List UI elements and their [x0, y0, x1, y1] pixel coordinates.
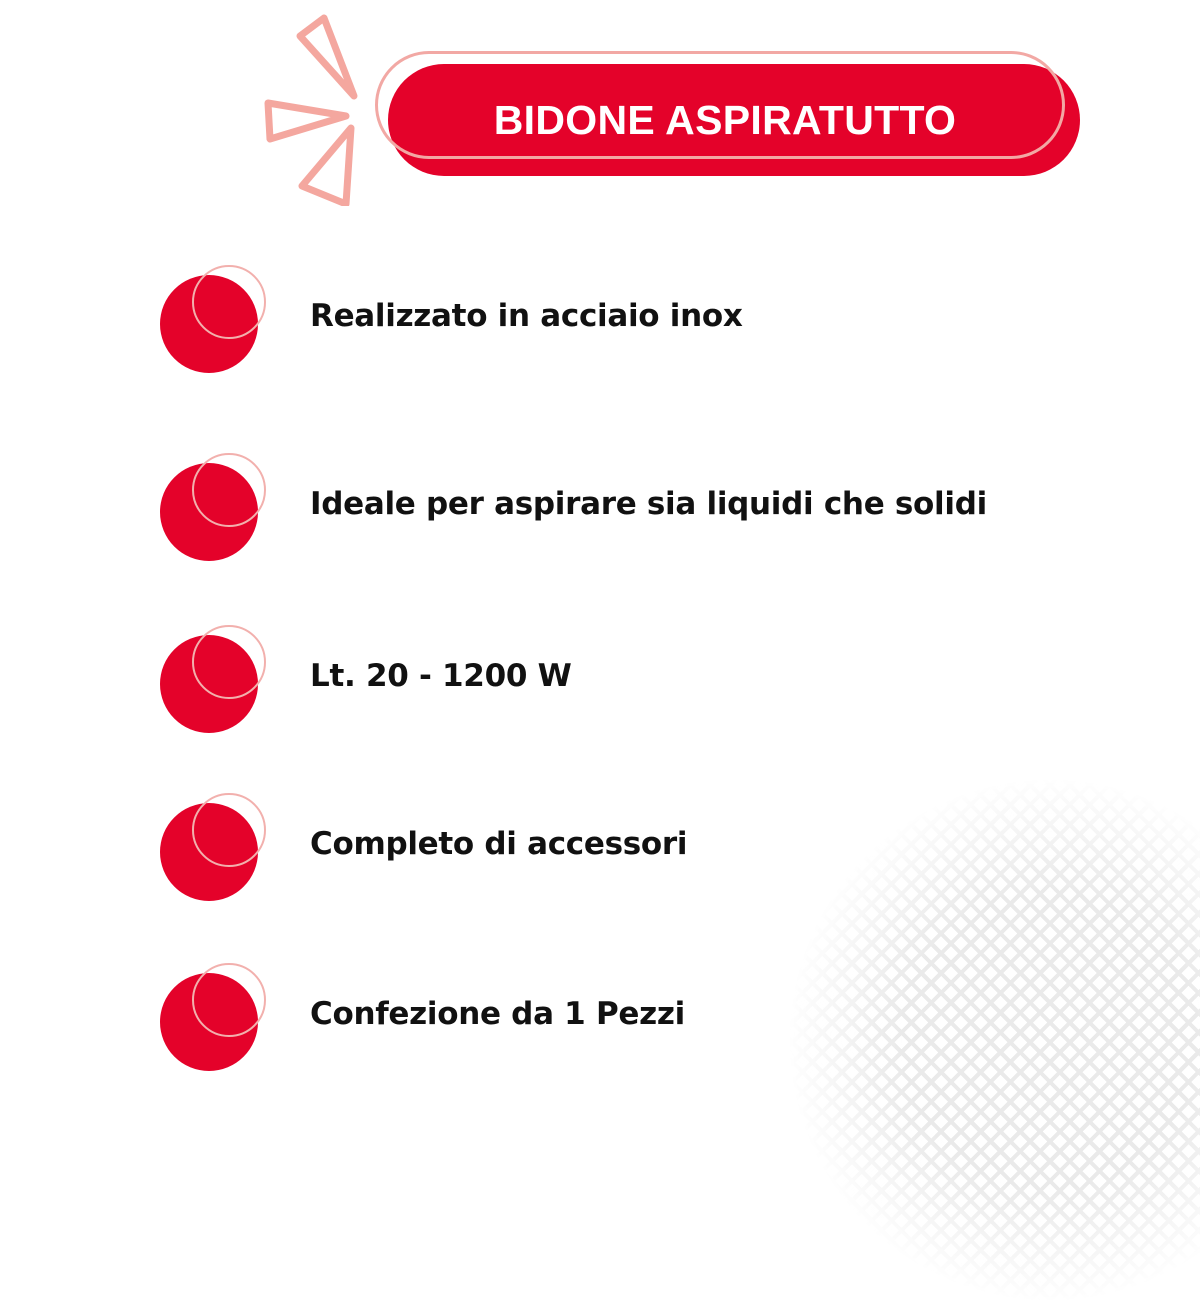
bullet-circle-icon: [155, 620, 275, 740]
feature-item: [155, 958, 1055, 1078]
feature-item: [155, 448, 1055, 568]
bullet-circle-icon: [155, 260, 275, 380]
feature-label: Completo di accessori: [310, 826, 688, 862]
page-title: BIDONE ASPIRATUTTO: [493, 96, 957, 143]
bullet-circle-icon: [155, 788, 275, 908]
feature-label: Realizzato in acciaio inox: [310, 298, 743, 334]
feature-label: Ideale per aspirare sia liquidi che solidi: [310, 486, 987, 522]
feature-item: [155, 788, 1055, 908]
feature-label: Confezione da 1 Pezzi: [310, 996, 685, 1032]
feature-item: [155, 260, 1055, 380]
burst-lines-icon: [258, 6, 368, 206]
bullet-circle-icon: [155, 448, 275, 568]
feature-label: Lt. 20 - 1200 W: [310, 658, 572, 694]
bullet-circle-icon: [155, 958, 275, 1078]
title-banner: [370, 48, 1085, 180]
feature-item: [155, 620, 1055, 740]
